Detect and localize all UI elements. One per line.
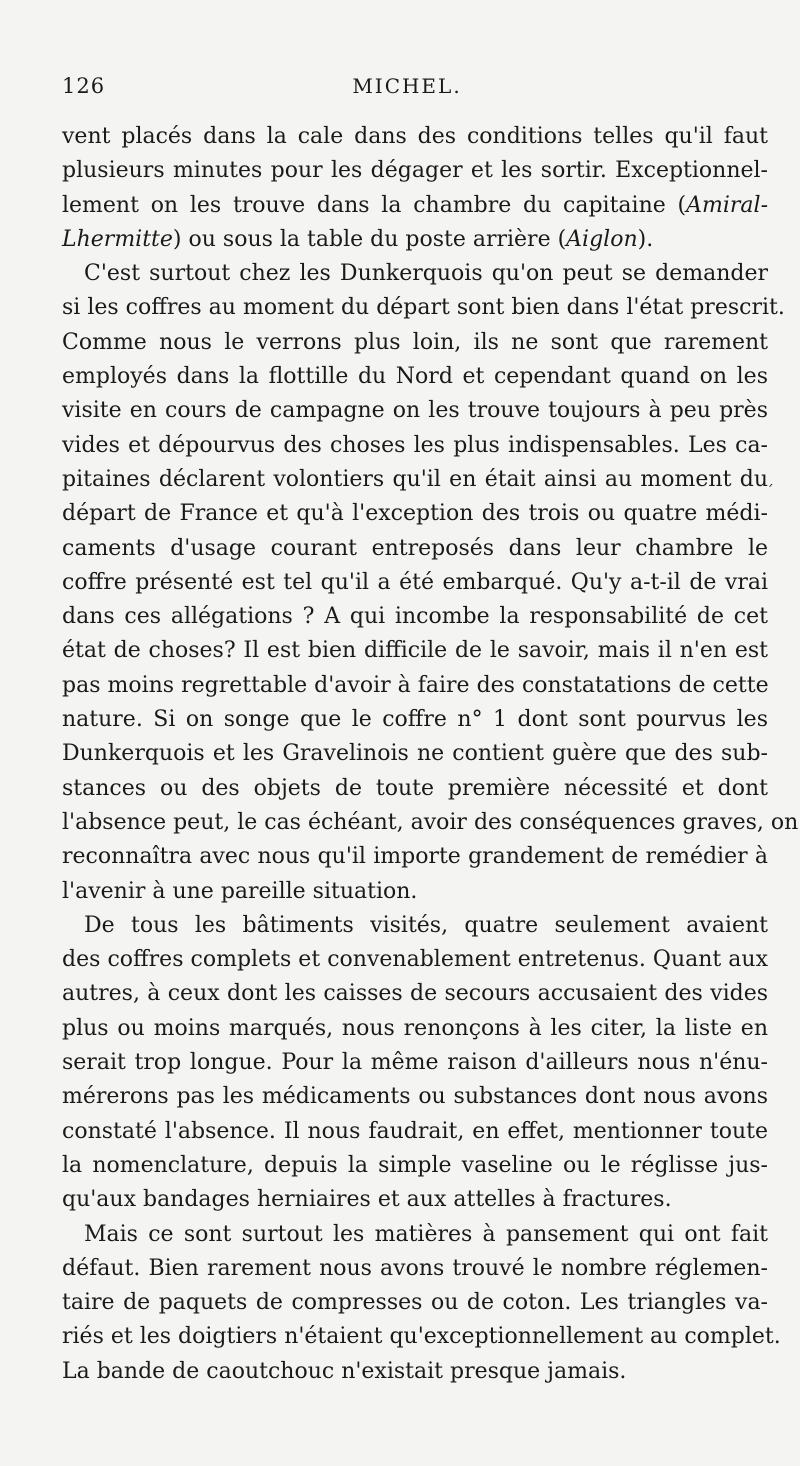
- body-text: [62, 120, 799, 1389]
- text-line: autres, à ceux dont les caisses de secours accusaient des vides: [62, 981, 768, 1007]
- text-line: Lhermitte) ou sous la table du poste arrière (Aiglon).: [62, 226, 654, 252]
- text-line: pas moins regrettable d'avoir à faire des constatations de cette: [62, 672, 769, 698]
- text-line: lement on les trouve dans la chambre du capitaine (Amiral-: [62, 192, 768, 218]
- text-line: départ de France et qu'à l'exception des trois ou quatre médi-: [62, 501, 768, 527]
- text-line: plus ou moins marqués, nous renonçons à les citer, la liste en: [62, 1015, 768, 1041]
- text-line: serait trop longue. Pour la même raison d'ailleurs nous n'énu-: [62, 1050, 768, 1076]
- margin-correction-mark: ´: [766, 482, 774, 501]
- page-number: 126: [62, 74, 106, 98]
- text-line: La bande de caoutchouc n'existait presque jamais.: [62, 1358, 627, 1384]
- text-line: taire de paquets de compresses ou de coton. Les triangles va-: [62, 1290, 768, 1316]
- text-line: qu'aux bandages herniaires et aux attelles à fractures.: [62, 1187, 672, 1213]
- text-line: coffre présenté est tel qu'il a été embarqué. Qu'y a-t-il de vrai: [62, 569, 768, 595]
- text-line: riés et les doigtiers n'étaient qu'exceptionnellement au complet.: [62, 1324, 781, 1350]
- text-line: C'est surtout chez les Dunkerquois qu'on peut se demander: [84, 261, 768, 287]
- text-line: Dunkerquois et les Gravelinois ne contient guère que des sub-: [62, 741, 768, 767]
- text-line: si les coffres au moment du départ sont bien dans l'état prescrit.: [62, 295, 785, 321]
- text-line: De tous les bâtiments visités, quatre seulement avaient: [84, 912, 768, 938]
- text-line: défaut. Bien rarement nous avons trouvé le nombre réglemen-: [62, 1255, 768, 1281]
- text-line: plusieurs minutes pour les dégager et les sortir. Exceptionnel-: [62, 158, 768, 184]
- running-head: MICHEL.: [352, 74, 462, 98]
- text-line: l'absence peut, le cas échéant, avoir des conséquences graves, on: [62, 809, 799, 835]
- text-line: Comme nous le verrons plus loin, ils ne sont que rarement: [62, 329, 768, 355]
- text-line: caments d'usage courant entreposés dans leur chambre le: [62, 535, 768, 561]
- text-line: visite en cours de campagne on les trouve toujours à peu près: [62, 398, 768, 424]
- text-line: reconnaîtra avec nous qu'il importe grandement de remédier à: [62, 844, 768, 870]
- page-header: [62, 74, 752, 104]
- text-line: la nomenclature, depuis la simple vaseline ou le réglisse jus-: [62, 1152, 768, 1178]
- text-line: vent placés dans la cale dans des conditions telles qu'il faut: [62, 124, 768, 149]
- text-line: état de choses? Il est bien difficile de le savoir, mais il n'en est: [62, 638, 768, 664]
- text-line: constaté l'absence. Il nous faudrait, en effet, mentionner toute: [62, 1118, 768, 1144]
- text-line: mérerons pas les médicaments ou substances dont nous avons: [62, 1084, 768, 1110]
- text-line: l'avenir à une pareille situation.: [62, 878, 418, 904]
- text-line: Mais ce sont surtout les matières à pansement qui ont fait: [84, 1221, 768, 1247]
- text-line: des coffres complets et convenablement entretenus. Quant aux: [62, 947, 768, 973]
- text-line: stances ou des objets de toute première nécessité et dont: [62, 775, 768, 801]
- text-line: pitaines déclarent volontiers qu'il en était ainsi au moment du: [62, 466, 768, 492]
- text-line: employés dans la flottille du Nord et cependant quand on les: [62, 364, 768, 390]
- text-line: vides et dépourvus des choses les plus indispensables. Les ca-: [62, 432, 768, 458]
- text-line: dans ces allégations ? A qui incombe la responsabilité de cet: [62, 604, 768, 630]
- text-line: nature. Si on songe que le coffre n° 1 dont sont pourvus les: [62, 707, 768, 733]
